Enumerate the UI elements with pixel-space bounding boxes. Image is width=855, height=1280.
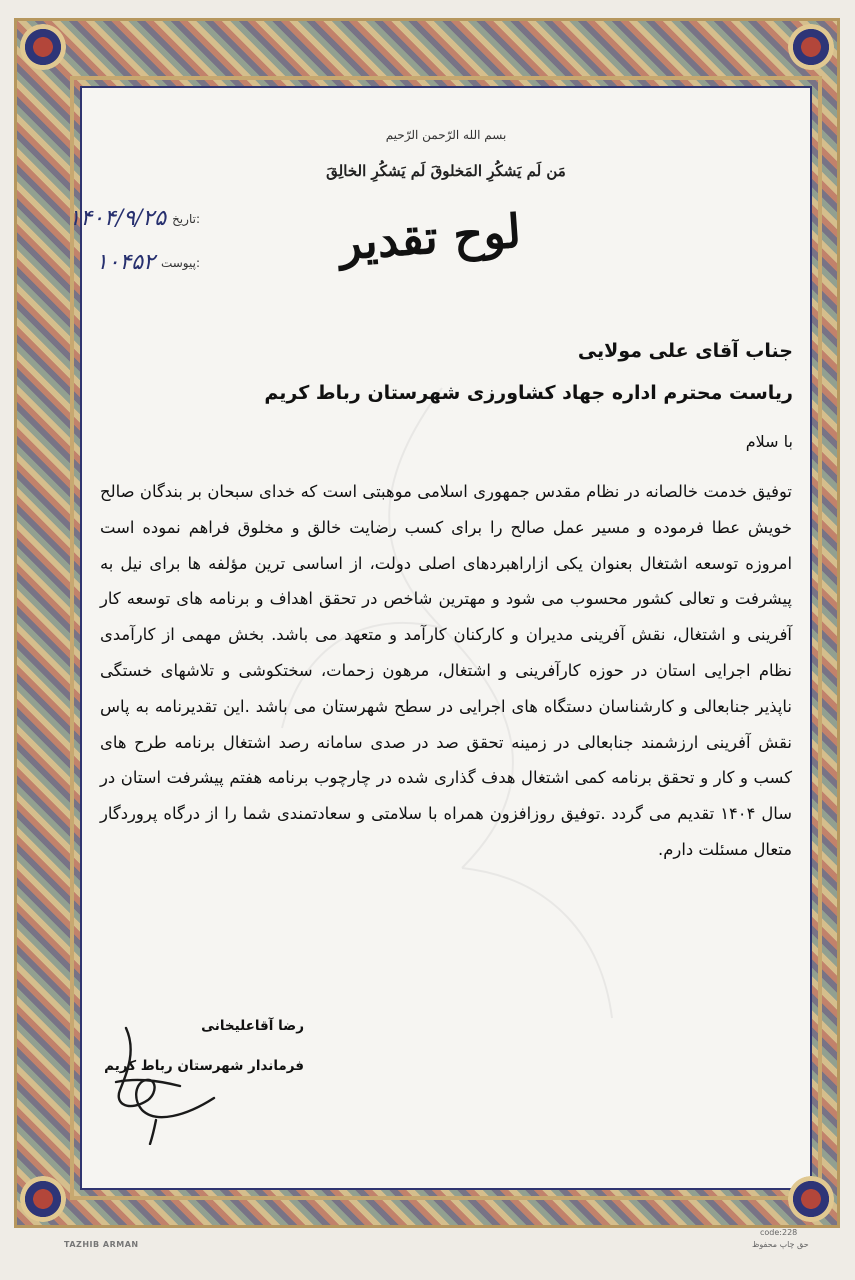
printer-brand-logo: TAZHIB ARMAN [64, 1240, 139, 1249]
date-value: ۱۴۰۴/۹/۲۵ [68, 206, 167, 231]
attachment-field [90, 250, 200, 275]
ornament-rosette-top-left [20, 24, 66, 70]
ornament-rosette-bottom-right [788, 1176, 834, 1222]
basmala: بسم الله الرّحمن الرّحيم [385, 128, 507, 142]
certificate-heading: لوح تقدیر [337, 203, 523, 271]
addressee-title: ریاست محترم اداره جهاد کشاورزی شهرستان رباط کریم [264, 382, 793, 404]
date-label: تاریخ: [172, 211, 200, 226]
ornament-rosette-top-right [788, 24, 834, 70]
certificate-body: توفیق خدمت خالصانه در نظام مقدس جمهوری اسلامی موهبتی است که خدای سبحان بر بندگان صالح خویش عطا فرموده و مسیر عمل صالح را برای کسب رضایت خالق و مخلوق فراهم نموده است امروزه توسعه اشتغال بعنوان یکی ازاراهبردهای اصلی دولت، از اساسی ترین مؤلفه ها برای نیل به پیشرفت و تعالی کشور محسوب می شود و مهترین شاخص در تحقق اهداف و برنامه های توسعه کار آفرینی و اشتغال، نقش آفرینی مدیران و کارکنان کارآمد و متعهد می باشد. بخش مهمی از کارآمدی نظام اجرایی استان در حوزه کارآفرینی و اشتغال، مرهون زحمات، سختکوشی و تلاشهای خستگی ناپذیر جنابعالی و کارشناسان دستگاه های اجرایی در سطح شهرستان می باشد .این تقدیرنامه به پاس نقش آفرینی ارزشمند جنابعالی در زمینه تحقق صد در صدی سامانه رصد اشتغال برنامه طرح های کسب و کار و تحقق برنامه کمی اشتغال هدف گذاری شده در چارچوب برنامه هفتم پیشرفت استان در سال ۱۴۰۴ تقدیم می گردد .توفیق روزافزون همراه با سلامتی و سعادتمندی شما را از درگاه پروردگار متعال مسئلت دارم. [100, 482, 792, 859]
date-field [68, 206, 200, 231]
copyright-note: حق چاپ محفوظ [752, 1240, 809, 1249]
addressee-name: جناب آقای علی مولایی [577, 340, 793, 362]
signer-name: رضا آقاعلیخانی [201, 1018, 304, 1034]
attachment-label: پیوست: [160, 255, 200, 270]
attachment-value: ۱۰۴۵۲ [95, 250, 155, 275]
greeting: با سلام [745, 432, 793, 451]
hadith-quote: مَن لَم یَشکُرِ المَخلوقَ لَم یَشکُرِ الخالِقَ [326, 162, 566, 180]
ornament-rosette-bottom-left [20, 1176, 66, 1222]
handwritten-signature [96, 1020, 226, 1145]
print-code: code:228 [760, 1228, 798, 1237]
signer-title: فرماندار شهرستان رباط کریم [104, 1058, 304, 1074]
